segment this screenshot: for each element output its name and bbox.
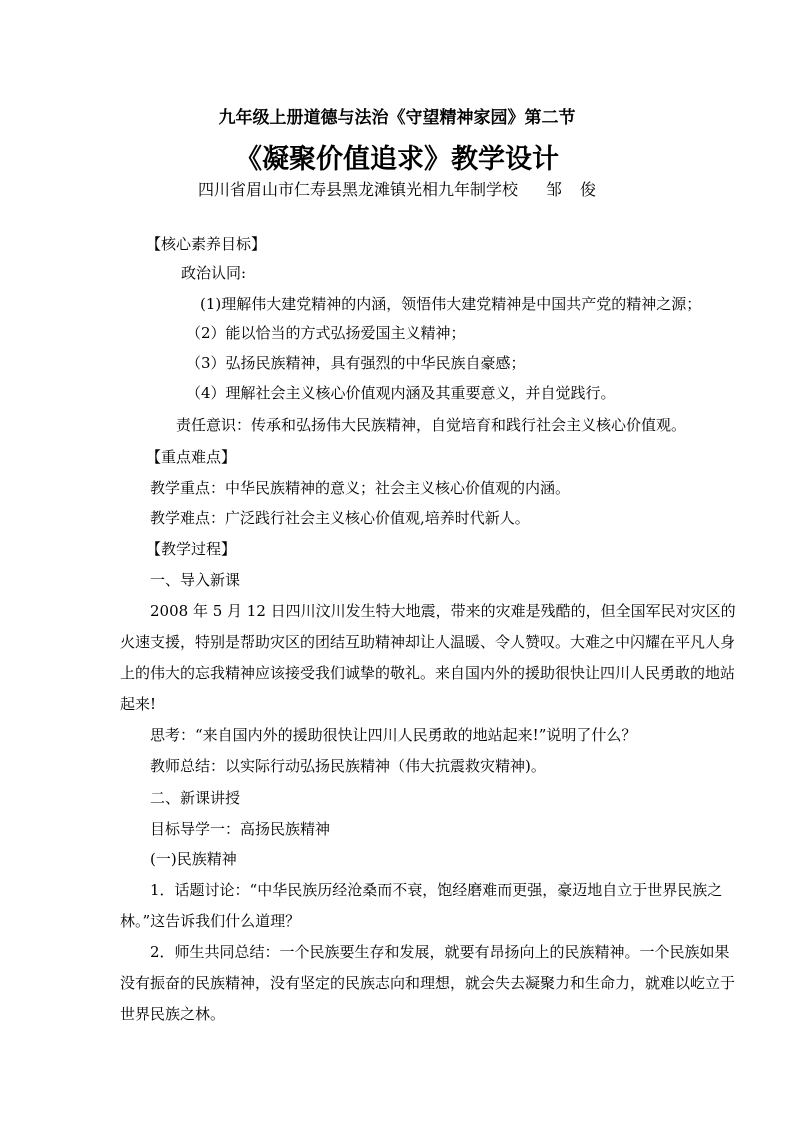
goal-1-heading: 目标导学一：高扬民族精神 <box>150 820 331 838</box>
author-name-part2: 俊 <box>580 180 597 199</box>
objective-1: (1)理解伟大建党精神的内涵，领悟伟大建党精神是中国共产党的精神之源； <box>200 295 702 313</box>
heading-teaching-process: 【教学过程】 <box>146 540 237 558</box>
responsibility-awareness: 责任意识：传承和弘扬伟大民族精神，自觉培育和践行社会主义核心价值观。 <box>176 416 687 434</box>
section-2-heading: 二、新课讲授 <box>150 789 241 807</box>
paragraph-topic-discussion: 1．话题讨论：“中华民族历经沧桑而不衰，饱经磨难而更强，豪迈地自立于世界民族之林。”这告诉我们什么道理？ <box>120 881 723 930</box>
section-1-heading: 一、导入新课 <box>150 571 241 589</box>
heading-key-difficult: 【重点难点】 <box>146 448 237 466</box>
author-name-part1: 邹 <box>546 180 563 199</box>
author-affiliation <box>0 179 794 201</box>
objective-4: （4）理解社会主义核心价值观内涵及其重要意义，并自觉践行。 <box>186 384 616 402</box>
document-title-line2: 《凝聚价值追求》教学设计 <box>235 144 559 175</box>
school-name: 四川省眉山市仁寿县黑龙滩镇光相九年制学校 <box>197 180 518 199</box>
objective-2: （2）能以恰当的方式弘扬爱国主义精神； <box>186 324 466 342</box>
teaching-key-point: 教学重点：中华民族精神的意义；社会主义核心价值观的内涵。 <box>150 479 571 497</box>
political-identity-label: 政治认同: <box>181 264 247 282</box>
teaching-difficult-point: 教学难点：广泛践行社会主义核心价值观,培养时代新人。 <box>150 509 530 527</box>
heading-core-objectives: 【核心素养目标】 <box>146 235 267 253</box>
paragraph-earthquake: 2008 年 5 月 12 日四川汶川发生特大地震，带来的灾难是残酷的，但全国军民对灾区的火速支援，特别是帮助灾区的团结互助精神却让人温暖、令人赞叹。大难之中闪耀在平凡人身上的伟大的忘我精神应该接受我们诚挚的敬礼。来自国内外的援助很快让四川人民勇敢的地站起来! <box>120 602 736 713</box>
subsection-1-heading: (一)民族精神 <box>150 850 237 868</box>
document-title-line1: 九年级上册道德与法治《守望精神家园》第二节 <box>218 108 576 128</box>
think-question: 思考：“来自国内外的援助很快让四川人民勇敢的地站起来!”说明了什么？ <box>150 726 637 744</box>
teacher-summary: 教师总结：以实际行动弘扬民族精神（伟大抗震救灾精神)。 <box>150 757 546 775</box>
objective-3: （3）弘扬民族精神，具有强烈的中华民族自豪感； <box>186 354 526 372</box>
paragraph-joint-summary: 2．师生共同总结：一个民族要生存和发展，就要有昂扬向上的民族精神。一个民族如果没有振奋的民族精神，没有坚定的民族志向和理想，就会失去凝聚力和生命力，就难以屹立于世界民族之林。 <box>120 943 736 1023</box>
